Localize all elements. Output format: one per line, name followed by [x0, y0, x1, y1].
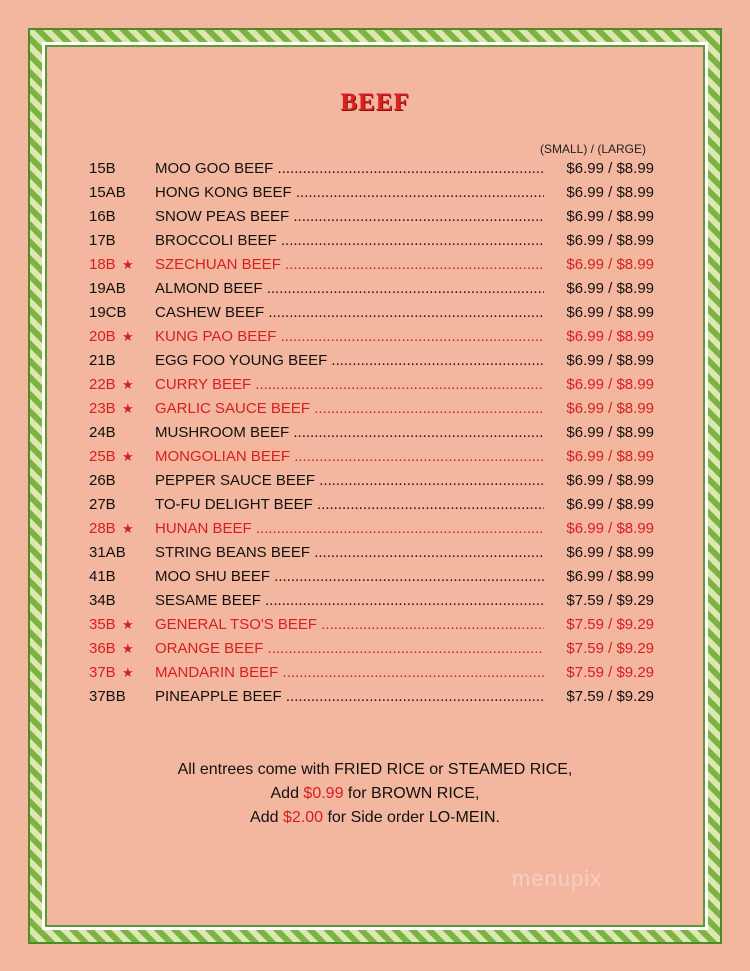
- menu-item: [89, 589, 654, 613]
- menu-item: [89, 493, 654, 517]
- item-price: $6.99 / $8.99: [566, 232, 654, 249]
- menu-item: [89, 613, 654, 637]
- spicy-star-icon: ★: [122, 401, 134, 416]
- item-name: GENERAL TSO'S BEEF .....: [155, 613, 544, 637]
- note-text: Add: [250, 809, 283, 826]
- item-name: SNOW PEAS BEEF .....: [155, 205, 544, 229]
- item-price: $6.99 / $8.99: [566, 472, 654, 489]
- item-price: $6.99 / $8.99: [566, 256, 654, 273]
- menu-item: [89, 301, 654, 325]
- item-name: SESAME BEEF .....: [155, 589, 544, 613]
- lo-mein-price: $2.00: [282, 809, 323, 826]
- spicy-star-icon: ★: [122, 617, 134, 632]
- item-name: STRING BEANS BEEF .....: [155, 541, 544, 565]
- item-name: HONG KONG BEEF .....: [155, 181, 544, 205]
- item-code: 23B: [89, 400, 116, 417]
- item-code: 15B: [89, 160, 116, 177]
- item-name: CURRY BEEF .....: [155, 373, 544, 397]
- item-name: PEPPER SAUCE BEEF .....: [155, 469, 544, 493]
- watermark-logo: menupix: [512, 866, 603, 891]
- item-code: 20B: [89, 328, 116, 345]
- item-price: $6.99 / $8.99: [566, 520, 654, 537]
- menu-item: [89, 181, 654, 205]
- spicy-star-icon: ★: [122, 449, 134, 464]
- item-code: 17B: [89, 232, 116, 249]
- menu-item: [89, 685, 654, 709]
- item-code: 27B: [89, 496, 116, 513]
- item-name: PINEAPPLE BEEF .....: [155, 685, 544, 709]
- item-price: $7.59 / $9.29: [566, 640, 654, 657]
- item-price: $7.59 / $9.29: [566, 688, 654, 705]
- item-code: 21B: [89, 352, 116, 369]
- item-code: 15AB: [89, 184, 126, 201]
- entree-notes: [0, 758, 750, 830]
- spicy-star-icon: ★: [122, 329, 134, 344]
- item-price: $6.99 / $8.99: [566, 376, 654, 393]
- item-name: ORANGE BEEF .....: [155, 637, 544, 661]
- menu-item: [89, 349, 654, 373]
- item-name: GARLIC SAUCE BEEF .....: [155, 397, 544, 421]
- note-line-1: All entrees come with FRIED RICE or STEAMED RICE,: [177, 761, 573, 778]
- item-code: 34B: [89, 592, 116, 609]
- item-code: 25B: [89, 448, 116, 465]
- menu-item: [89, 637, 654, 661]
- menu-item: [89, 205, 654, 229]
- note-text: for Side order LO-MEIN.: [323, 809, 500, 826]
- item-code: 31AB: [89, 544, 126, 561]
- menu-item: [89, 325, 654, 349]
- item-name: MUSHROOM BEEF .....: [155, 421, 544, 445]
- item-name: HUNAN BEEF .....: [155, 517, 544, 541]
- item-name: BROCCOLI BEEF .....: [155, 229, 544, 253]
- note-line-2: [0, 782, 750, 806]
- item-name: TO-FU DELIGHT BEEF .....: [155, 493, 544, 517]
- spicy-star-icon: ★: [122, 521, 134, 536]
- item-price: $6.99 / $8.99: [566, 208, 654, 225]
- item-price: $7.59 / $9.29: [566, 664, 654, 681]
- item-code: 24B: [89, 424, 116, 441]
- menu-item: [89, 253, 654, 277]
- item-price: $6.99 / $8.99: [566, 184, 654, 201]
- item-price: $6.99 / $8.99: [566, 544, 654, 561]
- item-price: $7.59 / $9.29: [566, 616, 654, 633]
- item-price: $6.99 / $8.99: [566, 352, 654, 369]
- item-code: 19AB: [89, 280, 126, 297]
- item-price: $6.99 / $8.99: [566, 280, 654, 297]
- item-code: 37B: [89, 664, 116, 681]
- item-code: 19CB: [89, 304, 127, 321]
- item-name: MANDARIN BEEF .....: [155, 661, 544, 685]
- item-price: $6.99 / $8.99: [566, 496, 654, 513]
- menu-item: [89, 277, 654, 301]
- item-code: 28B: [89, 520, 116, 537]
- menu-item: [89, 229, 654, 253]
- size-header: (SMALL) / (LARGE): [540, 142, 647, 156]
- item-price: $6.99 / $8.99: [566, 304, 654, 321]
- item-price: $6.99 / $8.99: [566, 160, 654, 177]
- item-price: $7.59 / $9.29: [566, 592, 654, 609]
- spicy-star-icon: ★: [122, 641, 134, 656]
- menu-list: [89, 157, 654, 709]
- menu-item: [89, 469, 654, 493]
- menu-item: [89, 541, 654, 565]
- spicy-star-icon: ★: [122, 377, 134, 392]
- menu-item: [89, 661, 654, 685]
- item-code: 37BB: [89, 688, 126, 705]
- item-price: $6.99 / $8.99: [566, 328, 654, 345]
- brown-rice-price: $0.99: [303, 785, 344, 802]
- item-code: 26B: [89, 472, 116, 489]
- menu-item: [89, 445, 654, 469]
- item-name: EGG FOO YOUNG BEEF .....: [155, 349, 544, 373]
- item-name: MOO GOO BEEF .....: [155, 157, 544, 181]
- item-name: MONGOLIAN BEEF .....: [155, 445, 544, 469]
- note-line-3: [0, 806, 750, 830]
- item-code: 41B: [89, 568, 116, 585]
- item-price: $6.99 / $8.99: [566, 424, 654, 441]
- note-text: for BROWN RICE,: [343, 785, 480, 802]
- item-name: SZECHUAN BEEF .....: [155, 253, 544, 277]
- page-title: BEEF: [340, 89, 410, 116]
- item-name: ALMOND BEEF .....: [155, 277, 544, 301]
- menu-item: [89, 373, 654, 397]
- menu-item: [89, 517, 654, 541]
- item-code: 18B: [89, 256, 116, 273]
- item-code: 16B: [89, 208, 116, 225]
- menu-item: [89, 157, 654, 181]
- menu-item: [89, 421, 654, 445]
- item-name: MOO SHU BEEF .....: [155, 565, 544, 589]
- spicy-star-icon: ★: [122, 257, 134, 272]
- menu-item: [89, 565, 654, 589]
- item-name: KUNG PAO BEEF .....: [155, 325, 544, 349]
- item-name: CASHEW BEEF .....: [155, 301, 544, 325]
- item-price: $6.99 / $8.99: [566, 400, 654, 417]
- item-price: $6.99 / $8.99: [566, 568, 654, 585]
- item-code: 22B: [89, 376, 116, 393]
- menu-item: [89, 397, 654, 421]
- item-code: 35B: [89, 616, 116, 633]
- item-code: 36B: [89, 640, 116, 657]
- spicy-star-icon: ★: [122, 665, 134, 680]
- note-text: Add: [270, 785, 304, 802]
- item-price: $6.99 / $8.99: [566, 448, 654, 465]
